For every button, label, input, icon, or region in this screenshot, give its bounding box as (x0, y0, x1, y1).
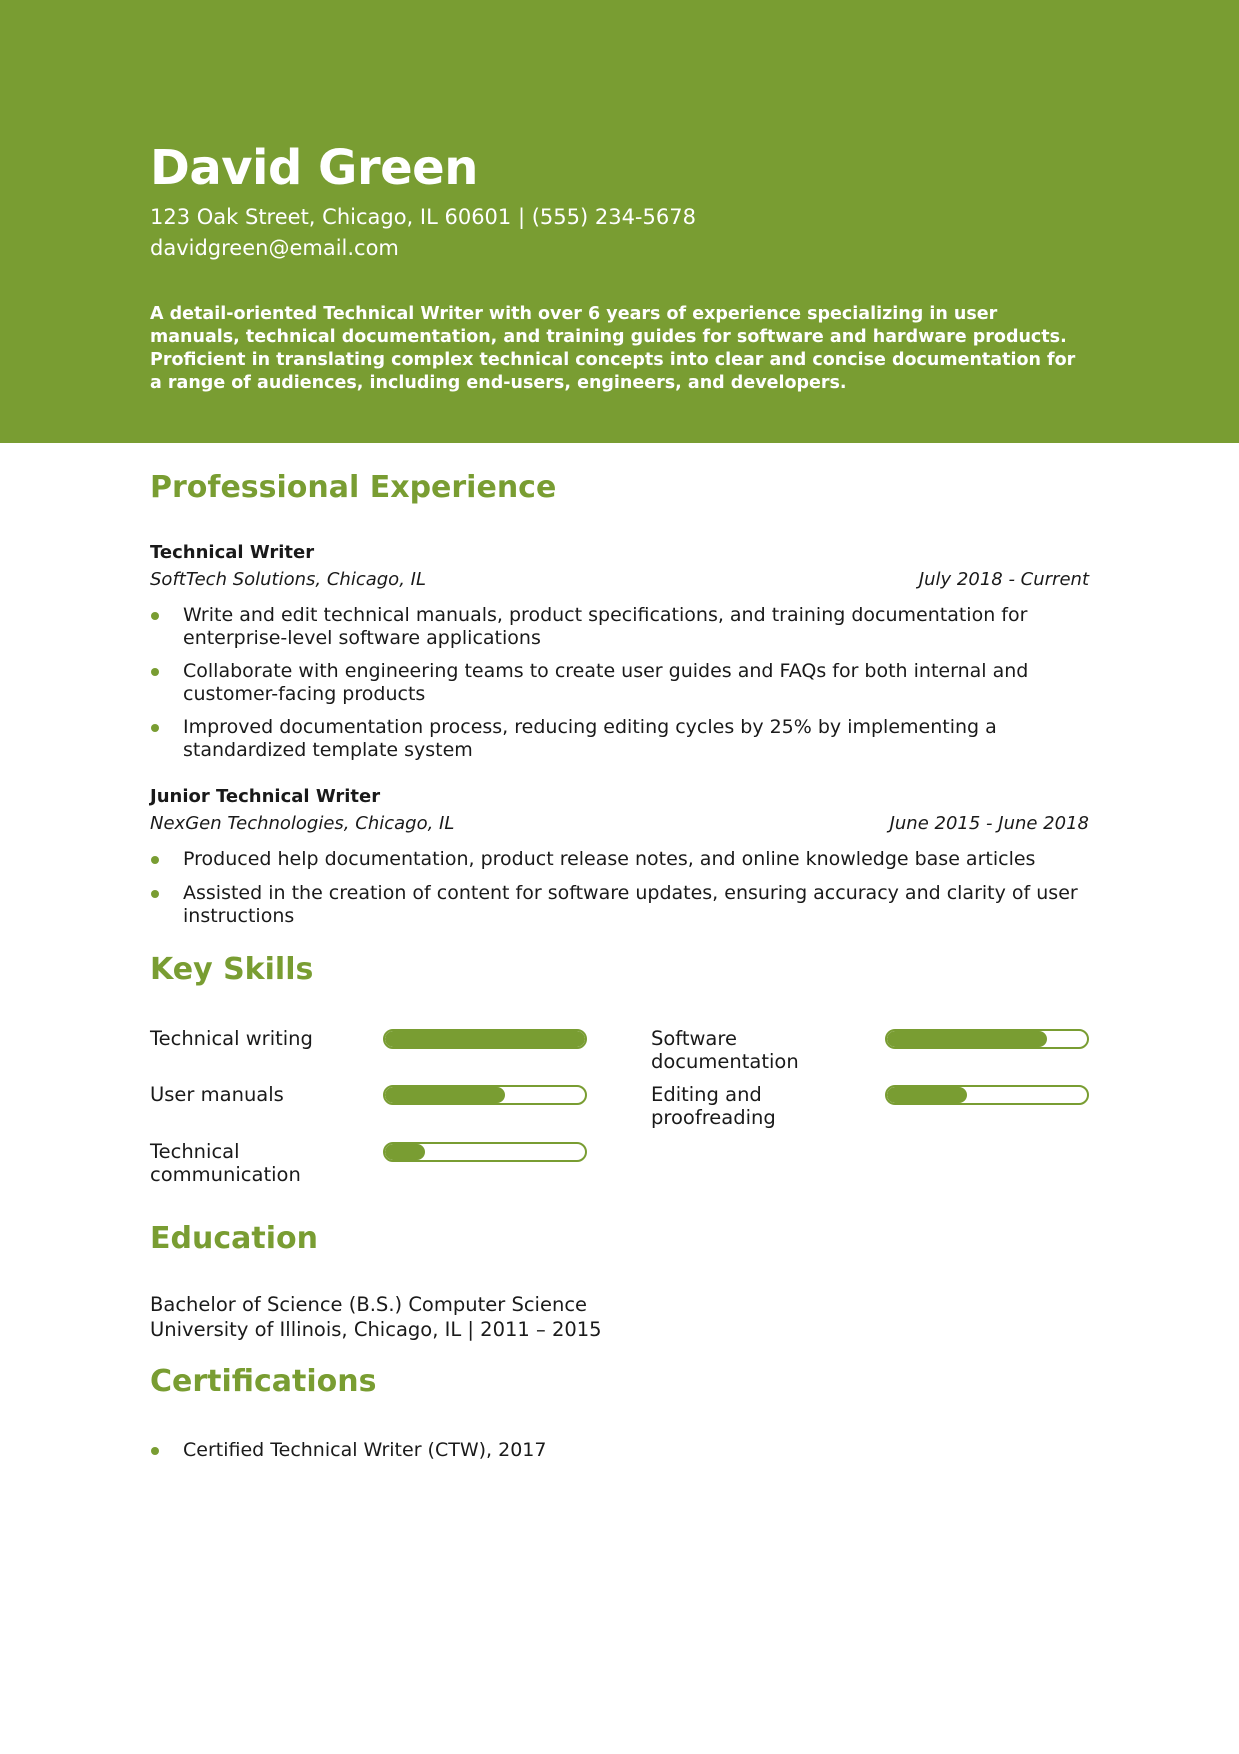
skill-level-fill (385, 1087, 505, 1103)
skill-level-bar (383, 1029, 587, 1049)
skill-level-bar (383, 1142, 587, 1162)
skill-level-fill (887, 1087, 967, 1103)
list-item (150, 716, 1090, 762)
bullet-dot-icon (151, 724, 159, 732)
bullet-text: Improved documentation process, reducing editing cycles by 25% by implementing a standardized template system (183, 716, 997, 761)
skill-label: Technical writing (150, 1027, 313, 1050)
profile-summary: A detail-oriented Technical Writer with over 6 years of experience specializing in user manuals, technical documentation, and training guides for software and hardware products. Proficient in translating complex technical concepts into clear and concise documentation for a range of audiences, including end-users, engineers, and developers. (150, 304, 1076, 393)
skill-level-bar (383, 1085, 587, 1105)
education-heading: Education (150, 1221, 318, 1256)
skill-level-fill (385, 1031, 585, 1047)
job-company: SoftTech Solutions, Chicago, IL (150, 569, 426, 590)
bullet-dot-icon (151, 668, 159, 676)
skill-label: Editing and proofreading (651, 1083, 776, 1129)
certification-text: Certified Technical Writer (CTW), 2017 (183, 1439, 547, 1461)
bullet-dot-icon (151, 612, 159, 620)
certifications-heading: Certifications (150, 1364, 377, 1399)
skill-label: Technical communication (150, 1140, 301, 1186)
contact-address-phone: 123 Oak Street, Chicago, IL 60601 | (555) 234-5678 (150, 205, 696, 229)
education-degree: Bachelor of Science (B.S.) Computer Science (150, 1293, 588, 1316)
bullet-text: Write and edit technical manuals, product specifications, and training documentation for enterprise-level software applications (183, 604, 1028, 649)
skills-heading: Key Skills (150, 952, 314, 987)
skill-label: Software documentation (651, 1027, 799, 1073)
bullet-dot-icon (151, 890, 159, 898)
bullet-text: Assisted in the creation of content for software updates, ensuring accuracy and clarity of user instructions (183, 882, 1078, 927)
experience-heading: Professional Experience (150, 470, 557, 505)
list-item (150, 882, 1090, 928)
contact-email: davidgreen@email.com (150, 236, 399, 260)
skill-level-fill (887, 1031, 1047, 1047)
job-dates: July 2018 - Current (918, 569, 1089, 590)
bullet-text: Produced help documentation, product release notes, and online knowledge base articles (183, 848, 1036, 870)
job-dates: June 2015 - June 2018 (889, 813, 1089, 834)
list-item (150, 604, 1090, 650)
job-company: NexGen Technologies, Chicago, IL (150, 813, 455, 834)
bullet-dot-icon (151, 1447, 159, 1455)
skill-label: User manuals (150, 1083, 284, 1106)
list-item (150, 660, 1090, 706)
header-banner (0, 0, 1239, 443)
bullet-dot-icon (151, 856, 159, 864)
education-school: University of Illinois, Chicago, IL | 2011 – 2015 (150, 1318, 602, 1341)
skill-level-bar (885, 1085, 1089, 1105)
candidate-name: David Green (150, 140, 478, 196)
list-item (150, 848, 1090, 871)
job-title: Technical Writer (150, 542, 315, 563)
skill-level-bar (885, 1029, 1089, 1049)
bullet-text: Collaborate with engineering teams to create user guides and FAQs for both internal and customer-facing products (183, 660, 1029, 705)
job-title: Junior Technical Writer (150, 786, 381, 807)
skill-level-fill (385, 1144, 425, 1160)
list-item (150, 1439, 1090, 1462)
